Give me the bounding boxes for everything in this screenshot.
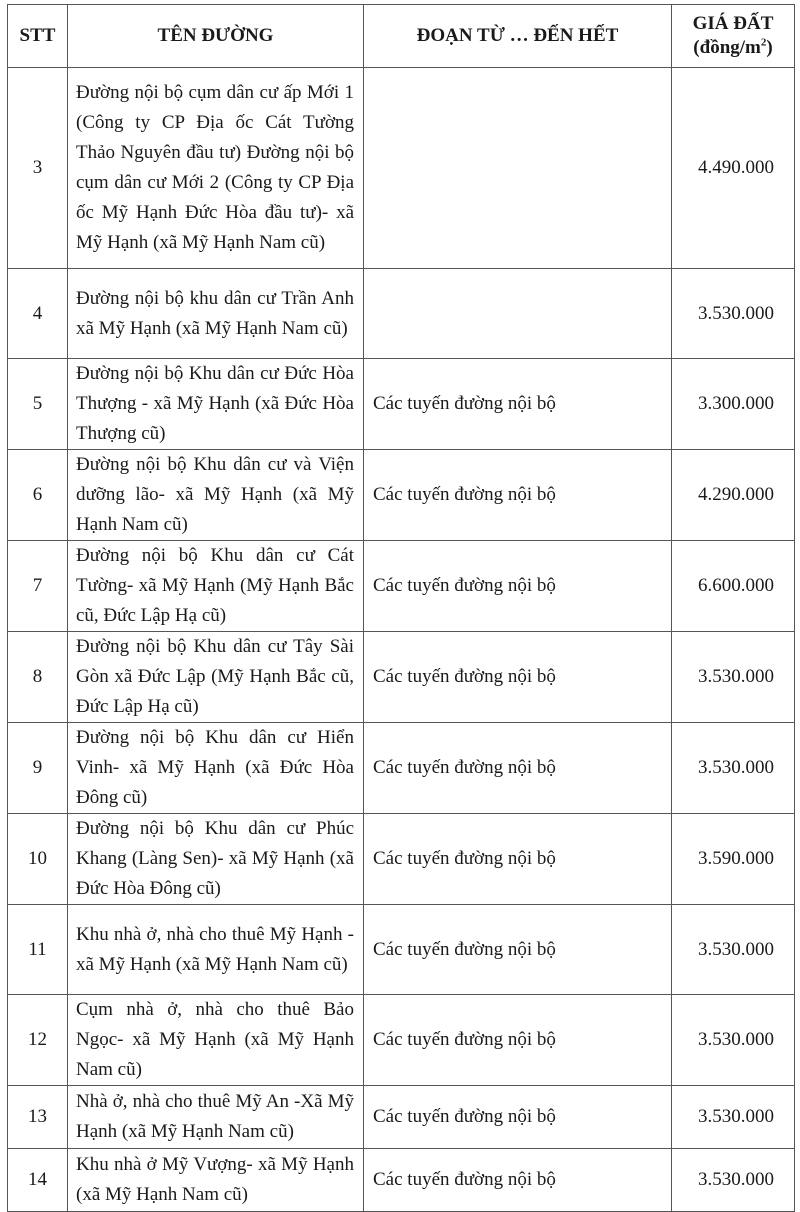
table-row [8, 541, 795, 632]
row-price: 4.490.000 [672, 68, 795, 269]
row-street-name: Đường nội bộ Khu dân cư Tây Sài Gòn xã Đức Lập (Mỹ Hạnh Bắc cũ, Đức Lập Hạ cũ) [68, 632, 364, 723]
table-row [8, 723, 795, 814]
table-row [8, 995, 795, 1086]
row-segment: Các tuyến đường nội bộ [364, 723, 672, 814]
row-segment: Các tuyến đường nội bộ [364, 995, 672, 1086]
row-stt: 7 [8, 541, 68, 632]
row-segment: Các tuyến đường nội bộ [364, 1149, 672, 1212]
row-segment: Các tuyến đường nội bộ [364, 541, 672, 632]
row-price: 3.530.000 [672, 1086, 795, 1149]
row-stt: 13 [8, 1086, 68, 1149]
row-stt: 3 [8, 68, 68, 269]
row-stt: 9 [8, 723, 68, 814]
row-street-name: Đường nội bộ Khu dân cư và Viện dưỡng lão- xã Mỹ Hạnh (xã Mỹ Hạnh Nam cũ) [68, 450, 364, 541]
table-row [8, 1149, 795, 1212]
row-stt: 11 [8, 905, 68, 995]
row-price: 3.590.000 [672, 814, 795, 905]
row-stt: 6 [8, 450, 68, 541]
row-price: 4.290.000 [672, 450, 795, 541]
row-street-name: Đường nội bộ khu dân cư Trần Anh xã Mỹ Hạnh (xã Mỹ Hạnh Nam cũ) [68, 269, 364, 359]
table-row [8, 1086, 795, 1149]
header-price-unit [693, 37, 772, 58]
row-stt: 12 [8, 995, 68, 1086]
row-stt: 5 [8, 359, 68, 450]
row-stt: 4 [8, 269, 68, 359]
row-segment: Các tuyến đường nội bộ [364, 359, 672, 450]
row-price: 3.530.000 [672, 905, 795, 995]
row-street-name: Nhà ở, nhà cho thuê Mỹ An -Xã Mỹ Hạnh (xã Mỹ Hạnh Nam cũ) [68, 1086, 364, 1149]
row-segment: Các tuyến đường nội bộ [364, 450, 672, 541]
row-street-name: Đường nội bộ Khu dân cư Đức Hòa Thượng - xã Mỹ Hạnh (xã Đức Hòa Thượng cũ) [68, 359, 364, 450]
table-body [8, 68, 795, 1212]
unit-prefix: (đồng/m [693, 37, 761, 58]
row-street-name: Khu nhà ở Mỹ Vượng- xã Mỹ Hạnh (xã Mỹ Hạnh Nam cũ) [68, 1149, 364, 1212]
table-row [8, 450, 795, 541]
header-price-line1: GIÁ ĐẤT [692, 13, 774, 34]
table-row [8, 905, 795, 995]
land-price-table [7, 4, 795, 1212]
row-price: 3.530.000 [672, 632, 795, 723]
header-segment: ĐOẠN TỪ … ĐẾN HẾT [364, 5, 672, 68]
unit-exponent: 2 [760, 36, 767, 49]
row-street-name: Đường nội bộ Khu dân cư Cát Tường- xã Mỹ Hạnh (Mỹ Hạnh Bắc cũ, Đức Lập Hạ cũ) [68, 541, 364, 632]
row-price: 6.600.000 [672, 541, 795, 632]
row-price: 3.300.000 [672, 359, 795, 450]
table-row [8, 68, 795, 269]
row-street-name: Đường nội bộ cụm dân cư ấp Mới 1 (Công ty CP Địa ốc Cát Tường Thảo Nguyên đầu tư) Đường nội bộ cụm dân cư Mới 2 (Công ty CP Địa ốc Mỹ Hạnh Đức Hòa đầu tư)- xã Mỹ Hạnh (xã Mỹ Hạnh Nam cũ) [68, 68, 364, 269]
row-segment [364, 269, 672, 359]
row-segment: Các tuyến đường nội bộ [364, 814, 672, 905]
row-segment: Các tuyến đường nội bộ [364, 632, 672, 723]
row-stt: 8 [8, 632, 68, 723]
table-row [8, 632, 795, 723]
row-segment: Các tuyến đường nội bộ [364, 905, 672, 995]
row-price: 3.530.000 [672, 723, 795, 814]
table-row [8, 269, 795, 359]
row-street-name: Đường nội bộ Khu dân cư Phúc Khang (Làng Sen)- xã Mỹ Hạnh (xã Đức Hòa Đông cũ) [68, 814, 364, 905]
unit-suffix: ) [766, 37, 773, 58]
table-row [8, 359, 795, 450]
row-stt: 10 [8, 814, 68, 905]
row-street-name: Khu nhà ở, nhà cho thuê Mỹ Hạnh - xã Mỹ Hạnh (xã Mỹ Hạnh Nam cũ) [68, 905, 364, 995]
row-price: 3.530.000 [672, 1149, 795, 1212]
header-street-name: TÊN ĐƯỜNG [68, 5, 364, 68]
row-price: 3.530.000 [672, 995, 795, 1086]
row-price: 3.530.000 [672, 269, 795, 359]
header-land-price [672, 5, 795, 68]
table-row [8, 814, 795, 905]
header-stt: STT [8, 5, 68, 68]
row-street-name: Cụm nhà ở, nhà cho thuê Bảo Ngọc- xã Mỹ Hạnh (xã Mỹ Hạnh Nam cũ) [68, 995, 364, 1086]
row-segment: Các tuyến đường nội bộ [364, 1086, 672, 1149]
row-stt: 14 [8, 1149, 68, 1212]
header-row [8, 5, 795, 68]
row-segment [364, 68, 672, 269]
row-street-name: Đường nội bộ Khu dân cư Hiển Vinh- xã Mỹ Hạnh (xã Đức Hòa Đông cũ) [68, 723, 364, 814]
